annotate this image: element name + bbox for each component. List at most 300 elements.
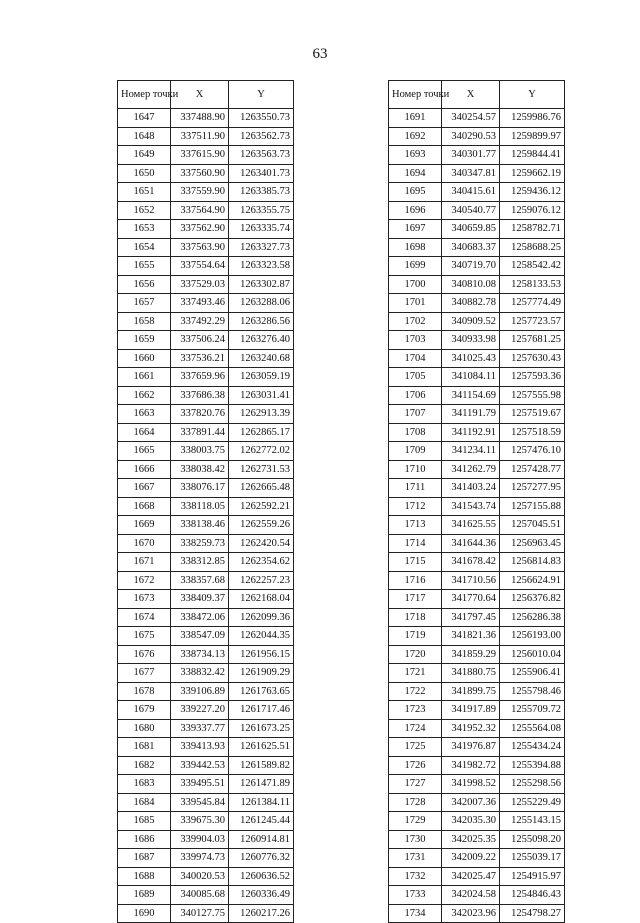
table-header-row [389, 81, 565, 109]
table-row [389, 127, 565, 146]
cell-x: 342025.47 [442, 867, 500, 886]
table-row [118, 738, 294, 757]
cell-point-number: 1649 [118, 146, 171, 165]
cell-y: 1255906.41 [500, 664, 565, 683]
table-row [118, 867, 294, 886]
cell-x: 337488.90 [171, 109, 229, 128]
cell-point-number: 1734 [389, 904, 442, 923]
table-row [118, 756, 294, 775]
cell-point-number: 1675 [118, 627, 171, 646]
cell-point-number: 1673 [118, 590, 171, 609]
cell-point-number: 1667 [118, 479, 171, 498]
table-row [389, 146, 565, 165]
cell-y: 1260636.52 [229, 867, 294, 886]
table-row [389, 645, 565, 664]
table-row [118, 164, 294, 183]
cell-x: 339106.89 [171, 682, 229, 701]
cell-point-number: 1727 [389, 775, 442, 794]
cell-point-number: 1697 [389, 220, 442, 239]
cell-y: 1257277.95 [500, 479, 565, 498]
table-row [118, 405, 294, 424]
cell-x: 337511.90 [171, 127, 229, 146]
table-row [389, 738, 565, 757]
cell-x: 341543.74 [442, 497, 500, 516]
table-row [389, 812, 565, 831]
cell-y: 1255229.49 [500, 793, 565, 812]
cell-x: 339974.73 [171, 849, 229, 868]
table-row [389, 349, 565, 368]
cell-point-number: 1711 [389, 479, 442, 498]
header-x: X [442, 81, 500, 109]
cell-y: 1258542.42 [500, 257, 565, 276]
cell-point-number: 1650 [118, 164, 171, 183]
cell-point-number: 1729 [389, 812, 442, 831]
table-body-right [389, 109, 565, 923]
cell-x: 342023.96 [442, 904, 500, 923]
cell-y: 1257476.10 [500, 442, 565, 461]
cell-point-number: 1698 [389, 238, 442, 257]
cell-x: 337563.90 [171, 238, 229, 257]
cell-x: 341191.79 [442, 405, 500, 424]
cell-y: 1262731.53 [229, 460, 294, 479]
cell-y: 1258782.71 [500, 220, 565, 239]
cell-point-number: 1647 [118, 109, 171, 128]
table-row [389, 257, 565, 276]
cell-x: 337686.38 [171, 386, 229, 405]
cell-x: 337493.46 [171, 294, 229, 313]
cell-point-number: 1712 [389, 497, 442, 516]
table-row [389, 109, 565, 128]
cell-point-number: 1655 [118, 257, 171, 276]
table-row [389, 183, 565, 202]
cell-point-number: 1703 [389, 331, 442, 350]
cell-y: 1263550.73 [229, 109, 294, 128]
table-row [118, 645, 294, 664]
cell-point-number: 1716 [389, 571, 442, 590]
cell-x: 337559.90 [171, 183, 229, 202]
cell-x: 339495.51 [171, 775, 229, 794]
cell-x: 340290.53 [442, 127, 500, 146]
cell-x: 341192.91 [442, 423, 500, 442]
cell-point-number: 1718 [389, 608, 442, 627]
cell-x: 340020.53 [171, 867, 229, 886]
cell-y: 1262168.04 [229, 590, 294, 609]
cell-x: 342025.35 [442, 830, 500, 849]
cell-x: 342007.36 [442, 793, 500, 812]
table-row [389, 312, 565, 331]
cell-y: 1259436.12 [500, 183, 565, 202]
table-row [118, 886, 294, 905]
cell-point-number: 1679 [118, 701, 171, 720]
cell-y: 1256963.45 [500, 534, 565, 553]
cell-y: 1262044.35 [229, 627, 294, 646]
cell-y: 1255394.88 [500, 756, 565, 775]
cell-x: 341821.36 [442, 627, 500, 646]
cell-x: 338003.75 [171, 442, 229, 461]
cell-y: 1255298.56 [500, 775, 565, 794]
cell-point-number: 1684 [118, 793, 171, 812]
table-row [118, 682, 294, 701]
cell-y: 1256624.91 [500, 571, 565, 590]
cell-x: 337554.64 [171, 257, 229, 276]
table-row [389, 590, 565, 609]
table-row [118, 479, 294, 498]
table-row [118, 109, 294, 128]
cell-y: 1257681.25 [500, 331, 565, 350]
cell-point-number: 1717 [389, 590, 442, 609]
cell-point-number: 1677 [118, 664, 171, 683]
cell-y: 1263355.75 [229, 201, 294, 220]
cell-x: 341644.36 [442, 534, 500, 553]
table-row [389, 793, 565, 812]
cell-point-number: 1726 [389, 756, 442, 775]
cell-x: 338138.46 [171, 516, 229, 535]
cell-y: 1259076.12 [500, 201, 565, 220]
cell-point-number: 1681 [118, 738, 171, 757]
cell-x: 340933.98 [442, 331, 500, 350]
cell-y: 1262772.02 [229, 442, 294, 461]
cell-y: 1257723.57 [500, 312, 565, 331]
cell-x: 339675.30 [171, 812, 229, 831]
cell-point-number: 1696 [389, 201, 442, 220]
cell-y: 1263323.58 [229, 257, 294, 276]
cell-x: 341084.11 [442, 368, 500, 387]
table-row [118, 331, 294, 350]
cell-x: 337562.90 [171, 220, 229, 239]
cell-point-number: 1653 [118, 220, 171, 239]
cell-point-number: 1656 [118, 275, 171, 294]
table-row [389, 386, 565, 405]
table-row [389, 460, 565, 479]
cell-y: 1256193.00 [500, 627, 565, 646]
cell-y: 1261625.51 [229, 738, 294, 757]
cell-y: 1256814.83 [500, 553, 565, 572]
cell-y: 1255798.46 [500, 682, 565, 701]
cell-point-number: 1651 [118, 183, 171, 202]
cell-x: 341797.45 [442, 608, 500, 627]
header-point-number: Номер точки [389, 81, 442, 109]
cell-point-number: 1664 [118, 423, 171, 442]
cell-y: 1257045.51 [500, 516, 565, 535]
cell-x: 337564.90 [171, 201, 229, 220]
cell-point-number: 1648 [118, 127, 171, 146]
cell-y: 1259844.41 [500, 146, 565, 165]
cell-y: 1256286.38 [500, 608, 565, 627]
cell-point-number: 1669 [118, 516, 171, 535]
cell-point-number: 1689 [118, 886, 171, 905]
cell-x: 341859.29 [442, 645, 500, 664]
table-row [389, 368, 565, 387]
cell-point-number: 1693 [389, 146, 442, 165]
cell-x: 341710.56 [442, 571, 500, 590]
cell-point-number: 1671 [118, 553, 171, 572]
cell-x: 337536.21 [171, 349, 229, 368]
cell-x: 338357.68 [171, 571, 229, 590]
cell-y: 1257519.67 [500, 405, 565, 424]
cell-point-number: 1714 [389, 534, 442, 553]
cell-y: 1262257.23 [229, 571, 294, 590]
cell-y: 1257630.43 [500, 349, 565, 368]
cell-point-number: 1691 [389, 109, 442, 128]
cell-y: 1263327.73 [229, 238, 294, 257]
cell-y: 1261673.25 [229, 719, 294, 738]
table-row [118, 534, 294, 553]
cell-point-number: 1723 [389, 701, 442, 720]
cell-point-number: 1694 [389, 164, 442, 183]
table-row [389, 830, 565, 849]
cell-y: 1263562.73 [229, 127, 294, 146]
cell-x: 342009.22 [442, 849, 500, 868]
table-row [389, 442, 565, 461]
cell-point-number: 1654 [118, 238, 171, 257]
header-y: Y [229, 81, 294, 109]
cell-y: 1263059.19 [229, 368, 294, 387]
cell-x: 338076.17 [171, 479, 229, 498]
page-number: 63 [312, 46, 328, 62]
cell-x: 338118.05 [171, 497, 229, 516]
cell-x: 340254.57 [442, 109, 500, 128]
cell-x: 338832.42 [171, 664, 229, 683]
cell-y: 1263286.56 [229, 312, 294, 331]
table-row [118, 775, 294, 794]
table-row [389, 164, 565, 183]
table-row [118, 423, 294, 442]
cell-point-number: 1706 [389, 386, 442, 405]
cell-x: 341678.42 [442, 553, 500, 572]
cell-y: 1257774.49 [500, 294, 565, 313]
cell-point-number: 1683 [118, 775, 171, 794]
cell-y: 1254798.27 [500, 904, 565, 923]
cell-x: 339413.93 [171, 738, 229, 757]
cell-x: 338547.09 [171, 627, 229, 646]
cell-x: 341899.75 [442, 682, 500, 701]
cell-y: 1261384.11 [229, 793, 294, 812]
cell-point-number: 1682 [118, 756, 171, 775]
cell-point-number: 1730 [389, 830, 442, 849]
cell-point-number: 1695 [389, 183, 442, 202]
header-y: Y [500, 81, 565, 109]
cell-x: 341952.32 [442, 719, 500, 738]
cell-y: 1259986.76 [500, 109, 565, 128]
cell-point-number: 1686 [118, 830, 171, 849]
cell-y: 1255434.24 [500, 738, 565, 757]
cell-x: 341025.43 [442, 349, 500, 368]
cell-point-number: 1661 [118, 368, 171, 387]
table-row [118, 275, 294, 294]
table-row [118, 294, 294, 313]
table-row [118, 312, 294, 331]
cell-y: 1263031.41 [229, 386, 294, 405]
table-row [118, 386, 294, 405]
cell-y: 1257518.59 [500, 423, 565, 442]
cell-point-number: 1670 [118, 534, 171, 553]
cell-y: 1261589.82 [229, 756, 294, 775]
cell-x: 340127.75 [171, 904, 229, 923]
cell-y: 1257593.36 [500, 368, 565, 387]
table-row [118, 183, 294, 202]
table-row [118, 127, 294, 146]
cell-point-number: 1710 [389, 460, 442, 479]
table-row [389, 220, 565, 239]
cell-point-number: 1725 [389, 738, 442, 757]
table-row [389, 553, 565, 572]
cell-point-number: 1676 [118, 645, 171, 664]
cell-y: 1261763.65 [229, 682, 294, 701]
table-row [389, 756, 565, 775]
cell-point-number: 1719 [389, 627, 442, 646]
cell-y: 1255143.15 [500, 812, 565, 831]
table-row [118, 904, 294, 923]
cell-x: 340659.85 [442, 220, 500, 239]
cell-point-number: 1733 [389, 886, 442, 905]
cell-x: 337659.96 [171, 368, 229, 387]
table-row [389, 867, 565, 886]
cell-y: 1256376.82 [500, 590, 565, 609]
cell-x: 340415.61 [442, 183, 500, 202]
cell-point-number: 1662 [118, 386, 171, 405]
cell-y: 1261245.44 [229, 812, 294, 831]
cell-y: 1262665.48 [229, 479, 294, 498]
cell-x: 341770.64 [442, 590, 500, 609]
cell-y: 1263335.74 [229, 220, 294, 239]
table-row [118, 627, 294, 646]
table-body-left [118, 109, 294, 923]
table-row [389, 571, 565, 590]
cell-point-number: 1721 [389, 664, 442, 683]
table-row [389, 294, 565, 313]
cell-x: 340810.08 [442, 275, 500, 294]
table-row [389, 534, 565, 553]
table-row [389, 775, 565, 794]
cell-point-number: 1731 [389, 849, 442, 868]
table-row [118, 590, 294, 609]
cell-x: 339227.20 [171, 701, 229, 720]
cell-point-number: 1704 [389, 349, 442, 368]
table-row [118, 201, 294, 220]
table-row [118, 608, 294, 627]
table-row [118, 701, 294, 720]
cell-x: 338409.37 [171, 590, 229, 609]
table-row [118, 238, 294, 257]
cell-point-number: 1666 [118, 460, 171, 479]
table-row [118, 257, 294, 276]
cell-point-number: 1652 [118, 201, 171, 220]
table-row [118, 460, 294, 479]
table-row [389, 682, 565, 701]
table-row [118, 830, 294, 849]
cell-x: 337615.90 [171, 146, 229, 165]
cell-x: 338259.73 [171, 534, 229, 553]
cell-x: 338472.06 [171, 608, 229, 627]
cell-point-number: 1659 [118, 331, 171, 350]
table-row [118, 442, 294, 461]
table-row [389, 405, 565, 424]
cell-x: 338734.13 [171, 645, 229, 664]
cell-y: 1255039.17 [500, 849, 565, 868]
cell-y: 1263288.06 [229, 294, 294, 313]
cell-y: 1263385.73 [229, 183, 294, 202]
cell-x: 337492.29 [171, 312, 229, 331]
cell-y: 1255098.20 [500, 830, 565, 849]
cell-point-number: 1713 [389, 516, 442, 535]
cell-x: 341917.89 [442, 701, 500, 720]
cell-point-number: 1699 [389, 257, 442, 276]
table-row [389, 331, 565, 350]
cell-y: 1261909.29 [229, 664, 294, 683]
cell-y: 1262420.54 [229, 534, 294, 553]
table-row [118, 553, 294, 572]
table-row [389, 608, 565, 627]
cell-point-number: 1707 [389, 405, 442, 424]
cell-y: 1262592.21 [229, 497, 294, 516]
cell-point-number: 1685 [118, 812, 171, 831]
cell-x: 341234.11 [442, 442, 500, 461]
cell-x: 337560.90 [171, 164, 229, 183]
table-row [118, 793, 294, 812]
cell-point-number: 1715 [389, 553, 442, 572]
cell-x: 338312.85 [171, 553, 229, 572]
cell-y: 1259662.19 [500, 164, 565, 183]
cell-point-number: 1702 [389, 312, 442, 331]
cell-point-number: 1720 [389, 645, 442, 664]
table-row [118, 516, 294, 535]
table-row [118, 664, 294, 683]
table-row [389, 201, 565, 220]
table-row [389, 423, 565, 442]
table-row [118, 220, 294, 239]
coordinates-table-right [388, 80, 565, 923]
cell-y: 1256010.04 [500, 645, 565, 664]
cell-x: 341976.87 [442, 738, 500, 757]
table-row [389, 238, 565, 257]
cell-y: 1260776.32 [229, 849, 294, 868]
cell-x: 340909.52 [442, 312, 500, 331]
cell-x: 341403.24 [442, 479, 500, 498]
cell-y: 1262099.36 [229, 608, 294, 627]
table-row [389, 275, 565, 294]
table-row [389, 497, 565, 516]
cell-point-number: 1728 [389, 793, 442, 812]
cell-y: 1261717.46 [229, 701, 294, 720]
table-row [389, 627, 565, 646]
cell-point-number: 1680 [118, 719, 171, 738]
table-row [118, 571, 294, 590]
cell-point-number: 1660 [118, 349, 171, 368]
cell-x: 339904.03 [171, 830, 229, 849]
cell-y: 1263302.87 [229, 275, 294, 294]
cell-point-number: 1672 [118, 571, 171, 590]
cell-y: 1255709.72 [500, 701, 565, 720]
table-row [389, 904, 565, 923]
cell-y: 1259899.97 [500, 127, 565, 146]
cell-y: 1260914.81 [229, 830, 294, 849]
cell-x: 339337.77 [171, 719, 229, 738]
cell-x: 340540.77 [442, 201, 500, 220]
table-row [118, 368, 294, 387]
cell-y: 1263240.68 [229, 349, 294, 368]
cell-point-number: 1665 [118, 442, 171, 461]
cell-y: 1261471.89 [229, 775, 294, 794]
table-header-row [118, 81, 294, 109]
coordinates-table-left [117, 80, 294, 923]
table-row [118, 719, 294, 738]
cell-point-number: 1663 [118, 405, 171, 424]
cell-point-number: 1674 [118, 608, 171, 627]
table-row [389, 719, 565, 738]
cell-y: 1263563.73 [229, 146, 294, 165]
cell-y: 1263401.73 [229, 164, 294, 183]
cell-x: 342024.58 [442, 886, 500, 905]
